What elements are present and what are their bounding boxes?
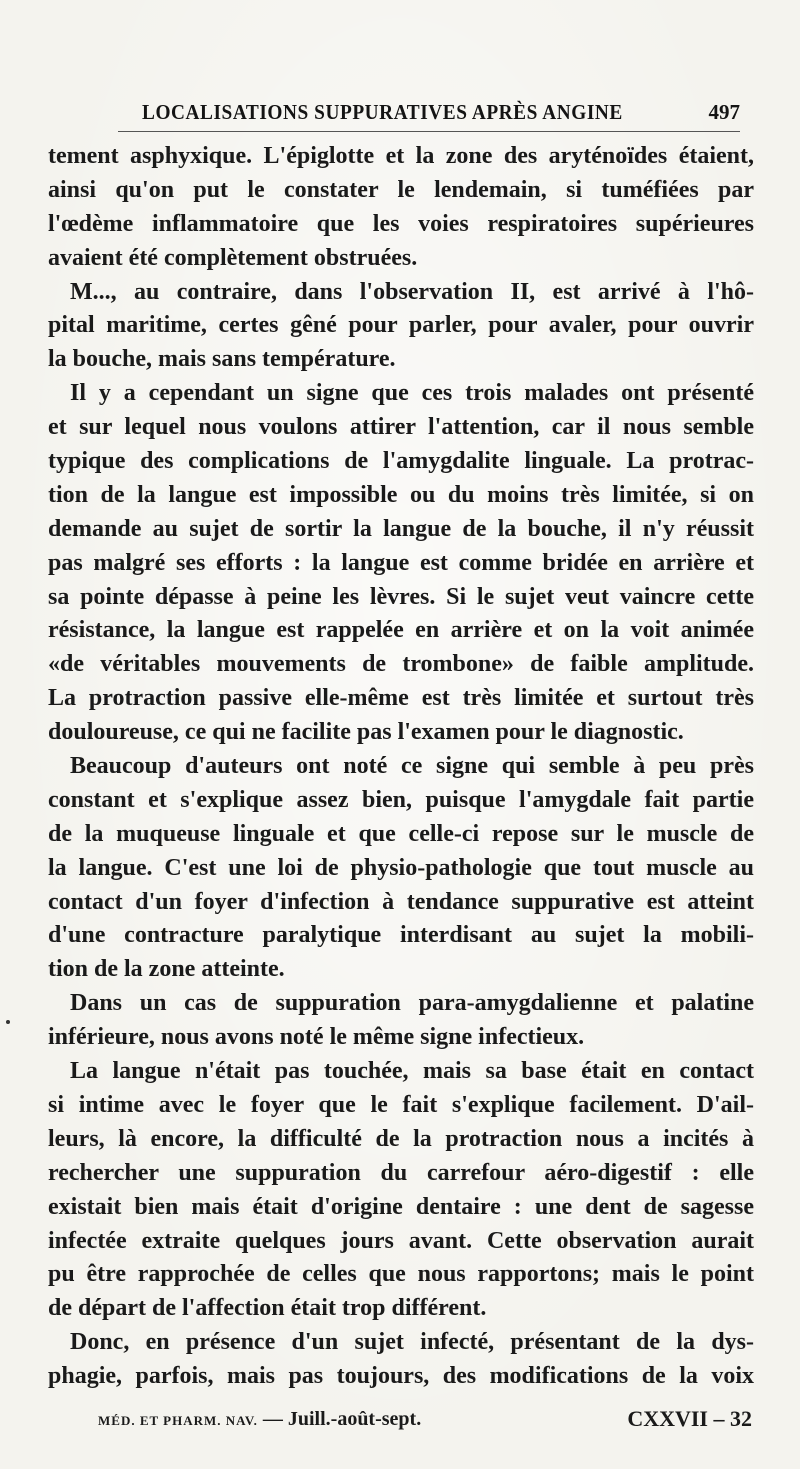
running-head	[118, 92, 740, 132]
text-line: Il y a cependant un signe que ces trois malades ont présenté	[70, 380, 754, 407]
text-line: leurs, là encore, la difficulté de la protraction nous a incités à	[48, 1125, 754, 1152]
text-line: ainsi qu'on put le constater le lendemain, si tuméfiées par	[48, 176, 754, 203]
text-line: tion de la langue est impossible ou du moins très limitée, si on	[48, 481, 754, 508]
body-text	[48, 140, 754, 1394]
text-line: infectée extraite quelques jours avant. Cette observation aurait	[48, 1227, 754, 1254]
running-title: LOCALISATIONS SUPPURATIVES APRÈS ANGINE	[142, 100, 623, 124]
text-line: existait bien mais était d'origine dentaire : une dent de sagesse	[48, 1193, 754, 1220]
page-number: 497	[708, 100, 740, 124]
text-line: La protraction passive elle-même est très limitée et surtout très	[48, 685, 754, 712]
header-rule	[118, 131, 740, 132]
text-line: pital maritime, certes gêné pour parler, pour avaler, pour ouvrir	[48, 312, 754, 339]
text-line: phagie, parfois, mais pas toujours, des modifications de la voix	[48, 1363, 754, 1390]
text-line: avaient été complètement obstruées.	[48, 244, 418, 271]
text-line: pu être rapprochée de celles que nous rapportons; mais le point	[48, 1261, 754, 1288]
margin-mark	[6, 1020, 10, 1024]
text-line: La langue n'était pas touchée, mais sa base était en contact	[70, 1058, 754, 1085]
text-line: inférieure, nous avons noté le même signe infectieux.	[48, 1024, 585, 1051]
text-line: typique des complications de l'amygdalite linguale. La protrac-	[48, 448, 754, 475]
text-line: Dans un cas de suppuration para-amygdalienne et palatine	[70, 990, 754, 1017]
text-line: douloureuse, ce qui ne facilite pas l'examen pour le diagnostic.	[48, 719, 684, 746]
text-line: de départ de l'affection était trop différent.	[48, 1295, 487, 1322]
text-line: de la muqueuse linguale et que celle-ci repose sur le muscle de	[48, 820, 754, 847]
text-line: d'une contracture paralytique interdisant au sujet la mobili-	[48, 922, 754, 949]
text-line: sa pointe dépasse à peine les lèvres. Si le sujet veut vaincre cette	[48, 583, 754, 610]
page-footer	[98, 1404, 752, 1440]
text-line: constant et s'explique assez bien, puisque l'amygdale fait partie	[48, 786, 754, 813]
journal-abbrev: MÉD. ET PHARM. NAV.	[98, 1413, 258, 1428]
text-line: tion de la zone atteinte.	[48, 956, 285, 983]
text-line: pas malgré ses efforts : la langue est comme bridée en arrière et	[48, 549, 754, 576]
text-line: «de véritables mouvements de trombone» de faible amplitude.	[48, 651, 754, 678]
text-line: rechercher une suppuration du carrefour aéro-digestif : elle	[48, 1159, 754, 1186]
text-line: demande au sujet de sortir la langue de la bouche, il n'y réussit	[48, 515, 754, 542]
footer-journal	[98, 1408, 421, 1431]
text-line: l'œdème inflammatoire que les voies respiratoires supérieures	[48, 210, 754, 237]
text-line: Donc, en présence d'un sujet infecté, présentant de la dys-	[70, 1329, 754, 1356]
text-line: tement asphyxique. L'épiglotte et la zone des aryténoïdes étaient,	[48, 143, 754, 169]
text-line: et sur lequel nous voulons attirer l'attention, car il nous semble	[48, 414, 754, 441]
text-line: si intime avec le foyer que le fait s'explique facilement. D'ail-	[48, 1091, 754, 1118]
text-line: Beaucoup d'auteurs ont noté ce signe qui semble à peu près	[70, 753, 754, 780]
text-line: la langue. C'est une loi de physio-pathologie que tout muscle au	[48, 854, 754, 881]
journal-date: — Juill.-août-sept.	[262, 1408, 422, 1430]
printer-signature: CXXVII – 32	[627, 1406, 752, 1431]
text-line: la bouche, mais sans température.	[48, 346, 396, 373]
text-line: M..., au contraire, dans l'observation II, est arrivé à l'hô-	[70, 278, 754, 305]
text-line: résistance, la langue est rappelée en arrière et on la voit animée	[48, 617, 754, 644]
text-line: contact d'un foyer d'infection à tendance suppurative est atteint	[48, 888, 754, 915]
